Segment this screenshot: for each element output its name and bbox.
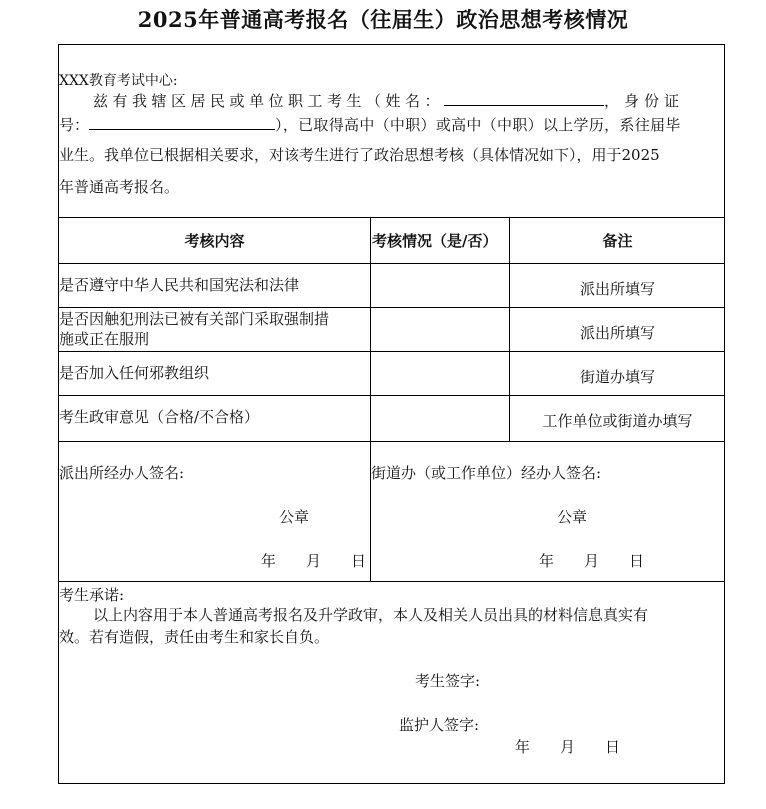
street-seal: 公章 [557, 508, 588, 526]
col-header-content: 考核内容 [184, 232, 245, 250]
line1-suffix: ，身份证 [604, 92, 685, 110]
street-date: 年 月 日 [539, 552, 645, 570]
row-content: 是否遵守中华人民共和国宪法和法律 [59, 276, 300, 294]
header-line4: 年普通高考报名。 [59, 178, 180, 196]
promise-line2: 效。若有造假，责任由考生和家长自负。 [59, 628, 330, 646]
row-note: 工作单位或街道办填写 [542, 412, 693, 430]
divider [59, 217, 724, 218]
row-content: 是否加入任何邪教组织 [59, 364, 210, 382]
row-note: 派出所填写 [579, 324, 655, 342]
row-note: 派出所填写 [579, 280, 655, 298]
divider [59, 441, 724, 442]
line1-prefix: 兹有我辖区居民或单位职工考生（姓名： [93, 92, 445, 110]
form-frame [58, 44, 725, 784]
promise-heading: 考生承诺: [59, 586, 125, 604]
header-line3: 业生。我单位已根据相关要求，对该考生进行了政治思想考核（具体情况如下），用于2025 [59, 146, 660, 164]
police-seal: 公章 [279, 508, 310, 526]
candidate-sign-label: 考生签字: [415, 672, 481, 690]
divider [59, 351, 724, 352]
guardian-sign-label: 监护人签字: [399, 716, 480, 734]
police-signer-label: 派出所经办人签名: [59, 464, 185, 482]
divider [59, 307, 724, 308]
id-number-field[interactable] [89, 115, 275, 130]
promise-date: 年 月 日 [515, 738, 621, 756]
header-line2 [59, 115, 681, 135]
page-title: 2025年普通高考报名（往届生）政治思想考核情况 [137, 7, 629, 32]
row-content: 施或正在服刑 [59, 330, 150, 348]
line2-prefix: 号： [59, 116, 90, 134]
divider [59, 263, 724, 264]
col-header-result: 考核情况（是/否） [372, 232, 498, 250]
divider [59, 395, 724, 396]
line2-suffix: ），已取得高中（中职）或高中（中职）以上学历，系往届毕 [275, 116, 681, 134]
street-signer-label: 街道办（或工作单位）经办人签名: [371, 464, 602, 482]
row-note: 街道办填写 [579, 368, 655, 386]
row-content: 是否因触犯刑法已被有关部门采取强制措 [59, 310, 330, 328]
divider [59, 581, 724, 582]
header-line1 [93, 91, 725, 111]
divider [370, 217, 371, 581]
name-field[interactable] [444, 91, 604, 106]
col-header-note: 备注 [602, 232, 633, 250]
row-content: 考生政审意见（合格/不合格） [59, 408, 260, 426]
promise-line1: 以上内容用于本人普通高考报名及升学政审，本人及相关人员出具的材料信息真实有 [93, 606, 649, 624]
addressee: XXX教育考试中心: [59, 73, 178, 89]
police-date: 年 月 日 [261, 552, 367, 570]
